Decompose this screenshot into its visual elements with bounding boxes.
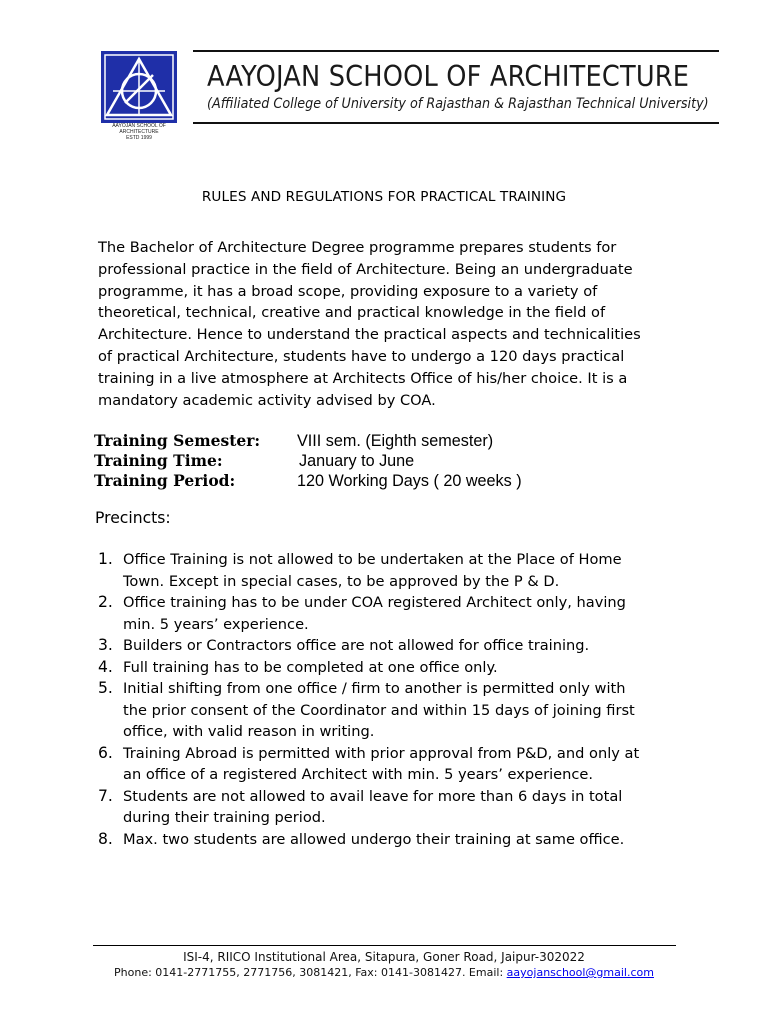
logo-caption-estd: ESTD 1999 bbox=[126, 135, 152, 141]
intro-line: training in a live atmosphere at Architects Office of his/her choice. It is a bbox=[98, 369, 628, 387]
rule-text: Office training has to be under COA registered Architect only, having bbox=[123, 594, 626, 611]
footer-rule bbox=[93, 945, 676, 946]
rule-item bbox=[98, 786, 678, 829]
footer-contact bbox=[0, 966, 768, 979]
training-semester-label: Training Semester: bbox=[94, 431, 261, 450]
rule-text: Initial shifting from one office / firm to another is permitted only with bbox=[123, 680, 626, 697]
school-logo-icon bbox=[101, 51, 177, 123]
rule-text: an office of a registered Architect with min. 5 years’ experience. bbox=[123, 766, 593, 783]
logo-caption-name: AAYOJAN SCHOOL OF ARCHITECTURE bbox=[112, 123, 166, 135]
rule-number: 7. bbox=[98, 786, 113, 805]
rule-text: Full training has to be completed at one office only. bbox=[123, 658, 498, 676]
rule-text: during their training period. bbox=[123, 809, 326, 826]
intro-line: Architecture. Hence to understand the practical aspects and technicalities bbox=[98, 326, 641, 344]
rule-item bbox=[98, 592, 678, 635]
intro-line: theoretical, technical, creative and practical knowledge in the field of bbox=[98, 304, 606, 322]
rule-text: Builders or Contractors office are not allowed for office training. bbox=[123, 637, 590, 654]
intro-line: programme, it has a broad scope, providing exposure to a variety of bbox=[98, 282, 598, 300]
header-bottom-rule bbox=[193, 122, 719, 124]
rule-text: Training Abroad is permitted with prior approval from P&D, and only at bbox=[123, 744, 640, 762]
header-top-rule bbox=[193, 50, 719, 52]
footer-email-link[interactable]: aayojanschool@gmail.com bbox=[506, 966, 654, 979]
training-semester-value: VIII sem. (Eighth semester) bbox=[297, 432, 494, 450]
rule-number: 2. bbox=[98, 593, 113, 611]
affiliation-text: (Affiliated College of University of Rajasthan & Rajasthan Technical University) bbox=[207, 96, 709, 112]
rule-number: 1. bbox=[98, 550, 113, 568]
rule-text: min. 5 years’ experience. bbox=[123, 615, 309, 633]
rule-item bbox=[98, 743, 678, 786]
rule-text: Office Training is not allowed to be undertaken at the Place of Home bbox=[123, 551, 622, 568]
training-period-label: Training Period: bbox=[94, 471, 236, 490]
rules-list bbox=[98, 549, 678, 850]
rule-text: Students are not allowed to avail leave for more than 6 days in total bbox=[123, 787, 623, 805]
precincts-heading: Precincts: bbox=[95, 509, 171, 527]
rule-item bbox=[98, 549, 678, 592]
rule-text: the prior consent of the Coordinator and within 15 days of joining first bbox=[123, 701, 635, 719]
footer-address: ISI-4, RIICO Institutional Area, Sitapura, Goner Road, Jaipur-302022 bbox=[183, 950, 585, 964]
rule-text: Town. Except in special cases, to be approved by the P & D. bbox=[123, 572, 560, 590]
rule-item bbox=[98, 657, 678, 679]
rule-item bbox=[98, 829, 678, 851]
rule-number: 8. bbox=[98, 829, 113, 848]
intro-line: professional practice in the field of Architecture. Being an undergraduate bbox=[98, 260, 633, 278]
training-period-value: 120 Working Days ( 20 weeks ) bbox=[297, 472, 522, 490]
training-time-label: Training Time: bbox=[94, 451, 223, 470]
school-name: AAYOJAN SCHOOL OF ARCHITECTURE bbox=[207, 60, 690, 93]
rule-number: 3. bbox=[98, 636, 113, 654]
rule-number: 4. bbox=[98, 657, 113, 676]
rule-item bbox=[98, 635, 678, 657]
intro-line: The Bachelor of Architecture Degree programme prepares students for bbox=[98, 239, 617, 256]
document-title: RULES AND REGULATIONS FOR PRACTICAL TRAINING bbox=[201, 189, 567, 205]
rule-text: Max. two students are allowed undergo their training at same office. bbox=[123, 830, 625, 848]
rule-text: office, with valid reason in writing. bbox=[123, 723, 375, 740]
intro-line: mandatory academic activity advised by COA. bbox=[98, 391, 436, 409]
rule-number: 6. bbox=[98, 743, 113, 762]
rule-number: 5. bbox=[98, 679, 113, 697]
intro-paragraph bbox=[98, 237, 658, 411]
intro-line: of practical Architecture, students have to undergo a 120 days practical bbox=[98, 347, 625, 365]
footer-contact-text: Phone: 0141-2771755, 2771756, 3081421, Fax: 0141-3081427. Email: bbox=[114, 966, 507, 979]
training-time-value: January to June bbox=[299, 452, 415, 470]
rule-item bbox=[98, 678, 678, 743]
logo-caption bbox=[96, 123, 182, 141]
